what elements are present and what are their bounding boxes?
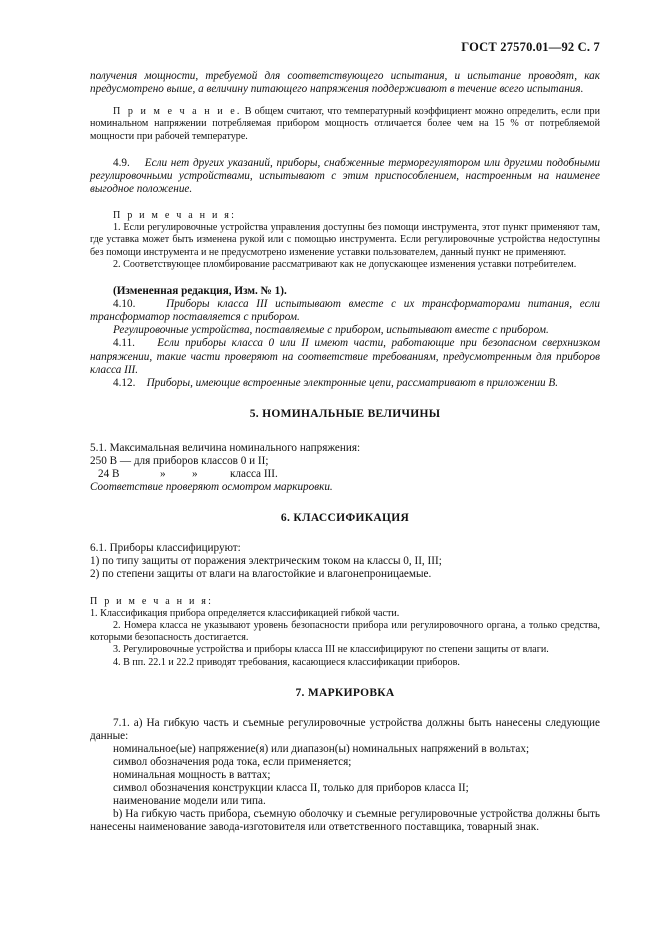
- clause-7-1-a: 7.1. а) На гибкую часть и съемные регулировочные устройства должны быть нанесены следующие данные:: [90, 716, 600, 742]
- page-header: ГОСТ 27570.01—92 С. 7: [461, 40, 600, 54]
- marking-line-1: номинальное(ые) напряжение(я) или диапазон(ы) номинальных напряжений в вольтах;: [113, 742, 530, 755]
- class-label: класса III.: [230, 468, 278, 481]
- clause-4-10: [90, 298, 600, 324]
- clause-text: Если нет других указаний, приборы, снабженные терморегулятором или другими подобными регулировочными устройствами, испытывают с этим приспособлением, настроенным на наименее выгодное положение.: [90, 156, 601, 195]
- clause-4-10-extra: Регулировочные устройства, поставляемые с прибором, испытывают вместе с прибором.: [113, 324, 549, 337]
- check-note: Соответствие проверяют осмотром маркировки.: [90, 481, 333, 494]
- section-5-title: 5. НОМИНАЛЬНЫЕ ВЕЛИЧИНЫ: [249, 407, 441, 420]
- note-item-4: 4. В пп. 22.1 и 22.2 приводят требования, касающиеся классификации приборов.: [113, 656, 460, 668]
- class-item-2: 2) по степени защиты от влаги на влагостойкие и влагонепроницаемые.: [90, 568, 432, 581]
- clause-number: 4.10.: [113, 298, 136, 311]
- voltage-line-24: [90, 468, 600, 481]
- clause-4-11: [90, 337, 600, 376]
- marking-line-3: номинальная мощность в ваттах;: [113, 769, 271, 782]
- clause-number: 4.12.: [113, 376, 136, 389]
- section-6-title: 6. КЛАССИФИКАЦИЯ: [280, 512, 410, 525]
- clause-number: 4.11.: [113, 337, 135, 350]
- ditto-mark: »: [192, 468, 198, 481]
- clause-4-12: [90, 377, 600, 390]
- notes-label: П р и м е ч а н и я:: [113, 210, 237, 222]
- clause-7-1-b: b) На гибкую часть прибора, съемную оболочку и съемные регулировочные устройства должны быть нанесены наименование завода-изготовителя или ответственного поставщика, товарный знак.: [90, 808, 600, 834]
- clause-6-1: 6.1. Приборы классифицируют:: [90, 542, 241, 555]
- note-item-1: 1. Если регулировочные устройства управления доступны без помощи инструмента, этот пункт применяют там, где уставка может быть изменена рукой или с помощью инструмента. Если регулировочные устройства недоступны без помощи инструмента и не предусмотрено изменение уставки пользователем, данный пункт не применяют.: [90, 222, 600, 258]
- clause-text: Приборы, имеющие встроенные электронные цепи, рассматривают в приложении В.: [146, 376, 558, 389]
- clause-4-9: [90, 157, 600, 196]
- edit-note: (Измененная редакция, Изм. № 1).: [113, 285, 287, 298]
- clause-5-1: 5.1. Максимальная величина номинального напряжения:: [90, 441, 361, 454]
- paragraph-continuation: получения мощности, требуемой для соответствующего испытания, и испытание проводят, как предусмотрено выше, а величину питающего напряжения поддерживают в течение всего испытания.: [90, 70, 600, 96]
- note-item-3: 3. Регулировочные устройства и приборы класса III не классифицируют по степени защиты от влаги.: [113, 644, 549, 656]
- ditto-mark: »: [160, 468, 166, 481]
- voltage-24: 24 В: [98, 468, 120, 481]
- marking-line-2: символ обозначения рода тока, если применяется;: [113, 756, 352, 768]
- notes-label: П р и м е ч а н и я:: [90, 595, 214, 607]
- note-text: В общем считают, что температурный коэффициент можно определить, если при номинальном напряжении потребляемая прибором мощность отличается более чем на 15 % от потребляемой мощности при рабочей температуре.: [90, 106, 600, 142]
- note-temperature: [90, 106, 600, 143]
- note-label: П р и м е ч а н и е.: [113, 106, 242, 118]
- class-item-1: 1) по типу защиты от поражения электрическим током на классы 0, II, III;: [90, 555, 442, 568]
- note-item-1: 1. Классификация прибора определяется классификацией гибкой части.: [90, 607, 400, 619]
- clause-text: Если приборы класса 0 или II имеют части, работающие при безопасном сверхнизком напряжении, такие части проверяют на соответствие требованиям, предусмотренным для приборов класса III.: [90, 337, 600, 376]
- voltage-line-250: 250 В — для приборов классов 0 и II;: [90, 454, 269, 467]
- clause-text: Приборы класса III испытывают вместе с их трансформаторами питания, если трансформатор поставляется с прибором.: [90, 298, 601, 324]
- page-content: [90, 70, 600, 835]
- section-7-title: 7. МАРКИРОВКА: [295, 686, 395, 699]
- clause-number: 4.9.: [113, 156, 130, 169]
- note-item-2: 2. Номера класса не указывают уровень безопасности прибора или регулировочного органа, а только средства, которыми безопасность достигается.: [90, 619, 600, 644]
- marking-line-4: символ обозначения конструкции класса II, только для приборов класса II;: [113, 782, 469, 795]
- note-item-2: 2. Соответствующее пломбирование рассматривают как не допускающее изменения уставки потребителем.: [113, 258, 577, 270]
- marking-line-5: наименование модели или типа.: [113, 795, 266, 808]
